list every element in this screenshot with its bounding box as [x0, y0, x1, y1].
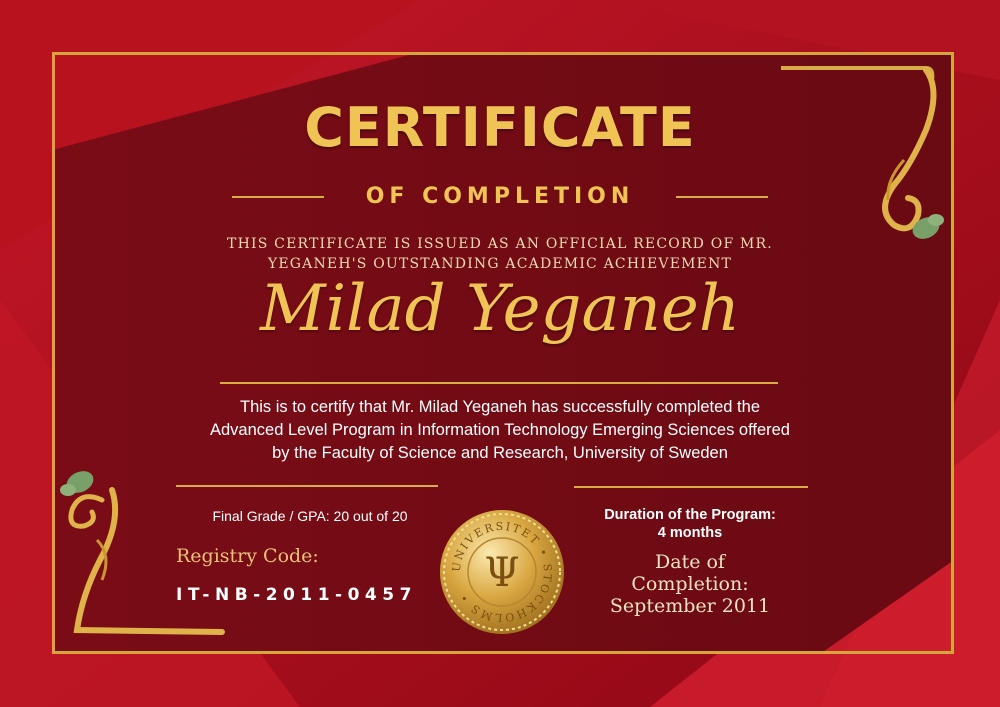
body-line-2: Advanced Level Program in Information Technology Emerging Sciences offered [210, 421, 790, 439]
grade-rule [176, 485, 438, 487]
program-duration [560, 506, 820, 542]
name-underline [220, 382, 778, 384]
certificate-subtitle: OF COMPLETION [365, 184, 635, 209]
subtitle-rule-right [676, 196, 768, 198]
seal-inner-mark: Ψ [484, 550, 520, 596]
date-of-completion [560, 551, 820, 617]
registry-code-value: IT-NB-2011-0457 [176, 585, 417, 605]
university-seal-icon [436, 506, 568, 638]
official-record-text [200, 234, 800, 274]
duration-value: 4 months [657, 525, 723, 541]
date-label-line-2: Completion: [631, 573, 749, 595]
recipient-name: Milad Yeganeh [260, 272, 740, 346]
date-value: September 2011 [609, 595, 771, 617]
seal-ring-text: UNIVERSITET • STOCKHOLMS • [449, 519, 555, 625]
body-line-3: by the Faculty of Science and Research, University of Sweden [272, 444, 728, 462]
duration-label: Duration of the Program: [604, 507, 776, 523]
record-line-2: YEGANEH'S OUTSTANDING ACADEMIC ACHIEVEMENT [267, 256, 733, 272]
registry-code-label: Registry Code: [176, 545, 319, 567]
final-grade: Final Grade / GPA: 20 out of 20 [212, 508, 408, 524]
certificate-body-text [140, 396, 860, 465]
date-label-line-1: Date of [655, 551, 725, 573]
duration-rule [574, 486, 808, 488]
body-line-1: This is to certify that Mr. Milad Yeganeh has successfully completed the [239, 398, 760, 416]
certificate-title: CERTIFICATE [304, 96, 696, 159]
record-line-1: THIS CERTIFICATE IS ISSUED AS AN OFFICIAL RECORD OF MR. [227, 236, 773, 252]
